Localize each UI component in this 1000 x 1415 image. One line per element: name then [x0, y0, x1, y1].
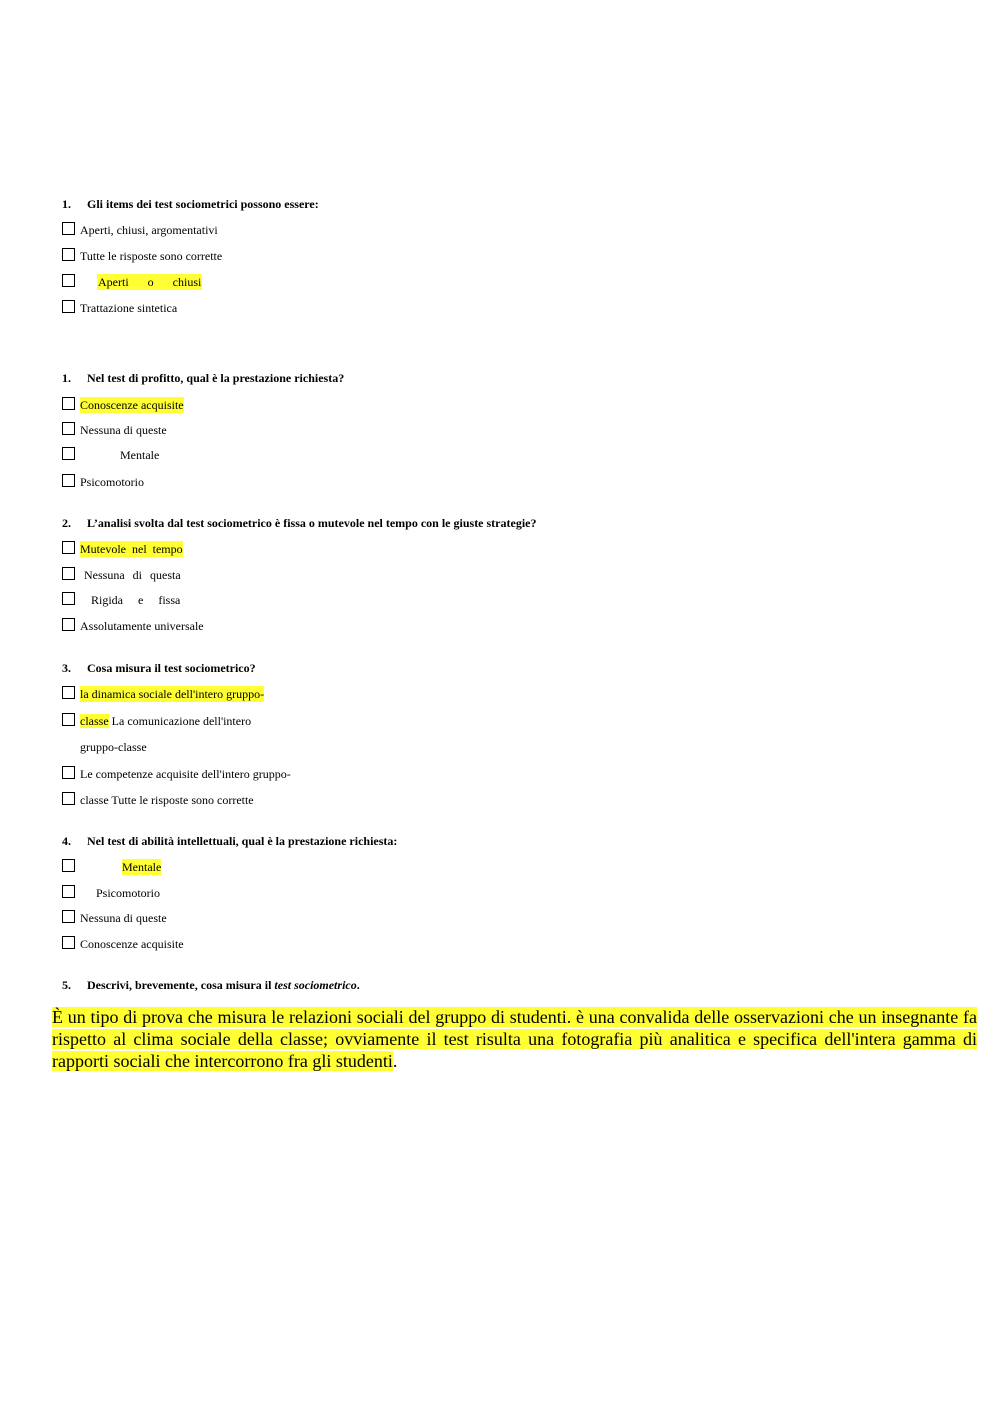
- question-number: 1.: [62, 371, 71, 385]
- checkbox[interactable]: [62, 567, 75, 580]
- option-label: Nessuna di questa: [84, 568, 181, 582]
- option-label: Tutte le risposte sono corrette: [80, 249, 223, 263]
- question-4-title: [62, 660, 256, 676]
- question-text: Gli items dei test sociometrici possono essere:: [87, 197, 319, 211]
- question-1-title: [62, 196, 319, 212]
- option-label: Psicomotorio: [80, 475, 145, 489]
- checkbox[interactable]: [62, 686, 75, 699]
- option-label: La comunicazione dell'intero: [108, 714, 252, 728]
- checkbox[interactable]: [62, 422, 75, 435]
- option-label: Mutevole nel tempo: [80, 542, 183, 556]
- question-3-title: [62, 515, 536, 531]
- checkbox[interactable]: [62, 592, 75, 605]
- checkbox[interactable]: [62, 474, 75, 487]
- question-text: L’analisi svolta dal test sociometrico è fissa o mutevole nel tempo con le giuste strategie?: [87, 516, 537, 530]
- question-6-title: [62, 977, 360, 993]
- option-label-highlighted: classe: [80, 714, 109, 728]
- option-label: Mentale: [120, 448, 160, 462]
- checkbox[interactable]: [62, 274, 75, 287]
- question-5-title: [62, 833, 397, 849]
- question-text: Cosa misura il test sociometrico?: [87, 661, 256, 675]
- checkbox[interactable]: [62, 618, 75, 631]
- checkbox[interactable]: [62, 936, 75, 949]
- question-text-suffix: .: [356, 978, 360, 992]
- checkbox[interactable]: [62, 300, 75, 313]
- checkbox[interactable]: [62, 713, 75, 726]
- checkbox[interactable]: [62, 766, 75, 779]
- checkbox[interactable]: [62, 792, 75, 805]
- checkbox[interactable]: [62, 248, 75, 261]
- checkbox[interactable]: [62, 885, 75, 898]
- question-2-title: [62, 370, 344, 386]
- answer-text: [52, 1006, 977, 1072]
- question-number: 3.: [62, 661, 71, 675]
- question-number: 5.: [62, 978, 71, 992]
- option-label: Rigida e fissa: [91, 593, 181, 607]
- question-text: Nel test di profitto, qual è la prestazione richiesta?: [87, 371, 345, 385]
- option-label: la dinamica sociale dell'intero gruppo-: [80, 687, 265, 701]
- answer-highlighted-text: È un tipo di prova che misura le relazioni sociali del gruppo di studenti. è una convalida delle osservazioni che un insegnante fa rispetto al clima sociale della classe; ovviamente il test risulta una fotografia più analitica e specifica dell'intera gamma di rapporti sociali che intercorrono fra gli studenti: [52, 1007, 977, 1071]
- question-text: Nel test di abilità intellettuali, qual è la prestazione richiesta:: [87, 834, 398, 848]
- question-number: 4.: [62, 834, 71, 848]
- option-label: Nessuna di queste: [80, 423, 167, 437]
- question-number: 2.: [62, 516, 71, 530]
- option-label: Aperti o chiusi: [98, 275, 202, 289]
- checkbox[interactable]: [62, 447, 75, 460]
- option-label: Conoscenze acquisite: [80, 937, 184, 951]
- option-label: Conoscenze acquisite: [80, 398, 184, 412]
- option-label: Nessuna di queste: [80, 911, 167, 925]
- checkbox[interactable]: [62, 859, 75, 872]
- option-continuation: gruppo-classe: [80, 740, 147, 754]
- checkbox[interactable]: [62, 910, 75, 923]
- question-text: Descrivi, brevemente, cosa misura il: [87, 978, 275, 992]
- checkbox[interactable]: [62, 397, 75, 410]
- option-label: Mentale: [122, 860, 162, 874]
- option-label: Psicomotorio: [96, 886, 161, 900]
- option-label: Trattazione sintetica: [80, 301, 178, 315]
- option-label: Assolutamente universale: [80, 619, 204, 633]
- answer-end-punctuation: .: [392, 1051, 398, 1071]
- option-label: Le competenze acquisite dell'intero gruppo-: [80, 767, 291, 781]
- checkbox[interactable]: [62, 541, 75, 554]
- checkbox[interactable]: [62, 222, 75, 235]
- question-number: 1.: [62, 197, 71, 211]
- option-label: Aperti, chiusi, argomentativi: [80, 223, 218, 237]
- question-text-italic: test sociometrico: [274, 978, 357, 992]
- option-label: classe Tutte le risposte sono corrette: [80, 793, 254, 807]
